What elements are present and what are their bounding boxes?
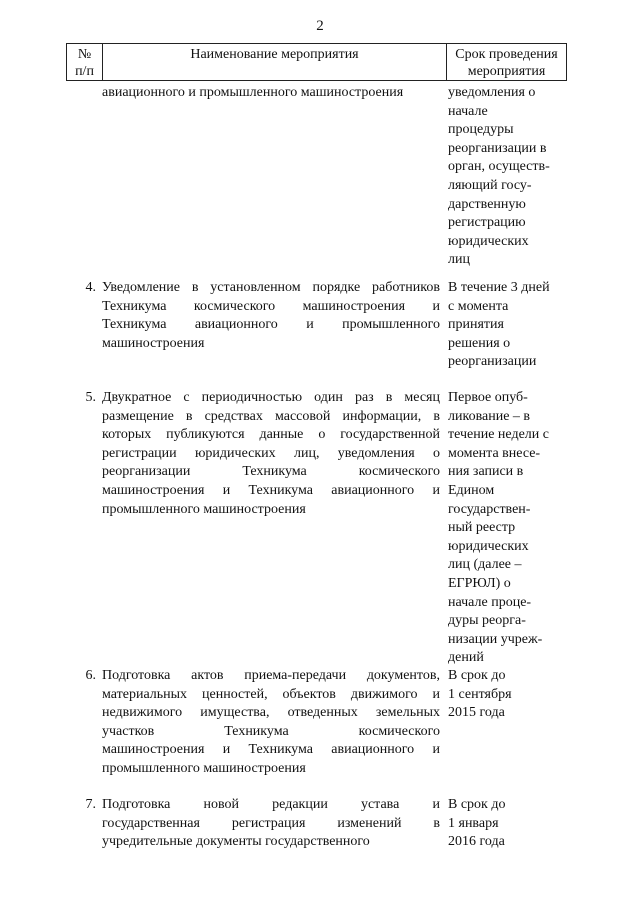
- row-term-line: решения о: [448, 335, 511, 351]
- row-number: 7.: [85, 797, 96, 812]
- row-term-line: Едином: [448, 482, 495, 498]
- row-activity-line: материальных ценностей, объектов движимого и: [102, 686, 440, 702]
- header-term-line1: Срок проведения: [455, 47, 558, 62]
- row-term-line: ликование – в: [448, 408, 531, 424]
- row-activity-line: государственная регистрация изменений в: [102, 815, 440, 831]
- row-term-line: лиц: [448, 252, 470, 268]
- row-term: [448, 389, 566, 668]
- row-term-line: дуры реорга-: [448, 613, 526, 629]
- row-term-line: 2015 года: [448, 705, 505, 721]
- row-term-line: В срок до: [448, 797, 506, 812]
- row-activity-line: Подготовка новой редакции устава и: [102, 797, 440, 812]
- row-activity-line: машиностроения и Техникума авиационного и: [102, 482, 440, 498]
- row-term: [448, 667, 566, 723]
- row-activity-line: промышленного машиностроения: [102, 760, 306, 776]
- row-term-line: 2016 года: [448, 834, 505, 850]
- row-term-line: юридических: [448, 538, 529, 554]
- row-term-line: низации учреж-: [448, 631, 543, 647]
- table-header-row: [67, 44, 567, 81]
- row-activity-line: размещение в средствах массовой информации, в: [102, 408, 440, 424]
- page-number: 2: [316, 18, 324, 34]
- header-name: Наименование мероприятия: [190, 47, 359, 62]
- row-term-line: регистрацию: [448, 215, 526, 231]
- row-activity-line: реорганизации Техникума космического: [102, 464, 440, 480]
- row-term-line: момента внесе-: [448, 445, 541, 461]
- row-term: [448, 84, 566, 270]
- row-term-line: 1 сентября: [448, 686, 512, 702]
- row-term-line: дарственную: [448, 196, 526, 212]
- row-term-line: с момента: [448, 298, 509, 314]
- row-term-line: ляющий госу-: [448, 177, 532, 193]
- row-number: 6.: [85, 668, 96, 683]
- row-term-line: лиц (далее –: [448, 557, 522, 573]
- row-activity-line: машиностроения и Техникума авиационного и: [102, 742, 440, 758]
- row-activity-line: Уведомление в установленном порядке работников: [102, 280, 440, 295]
- header-num-cell: [67, 44, 103, 81]
- row-term-line: принятия: [448, 317, 504, 333]
- row-term-line: процедуры: [448, 122, 514, 138]
- row-activity-line: которых публикуются данные о государственной: [102, 427, 440, 443]
- row-term-line: В срок до: [448, 668, 506, 683]
- row-activity: [102, 389, 440, 519]
- row-activity: [102, 796, 440, 852]
- row-term-line: уведомления о: [448, 85, 536, 100]
- header-term-line2: мероприятия: [467, 64, 546, 79]
- row-term-line: дений: [448, 650, 484, 666]
- row-term-line: В течение 3 дней: [448, 280, 550, 295]
- row-term-line: Первое опуб-: [448, 390, 528, 405]
- row-term-line: 1 января: [448, 815, 499, 831]
- row-activity: [102, 667, 440, 779]
- row-term: [448, 796, 566, 852]
- header-num-line2: п/п: [75, 64, 94, 79]
- row-term-line: юридических: [448, 233, 529, 249]
- row-term-line: ный реестр: [448, 520, 516, 536]
- row-activity-line: Двукратное с периодичностью один раз в месяц: [102, 390, 440, 405]
- row-term-line: государствен-: [448, 501, 531, 517]
- table-header: [66, 43, 567, 81]
- row-number: 4.: [85, 280, 96, 295]
- header-name-cell: [103, 44, 447, 81]
- row-activity-line: промышленного машиностроения: [102, 501, 306, 517]
- row-term-line: начале: [448, 103, 488, 119]
- row-activity-line: Подготовка актов приема-передачи документов,: [102, 668, 440, 683]
- row-activity: [102, 84, 440, 103]
- row-activity: [102, 279, 440, 353]
- row-activity-line: регистрации юридических лиц, уведомления о: [102, 445, 440, 461]
- row-term-line: начале проце-: [448, 594, 532, 610]
- row-activity-line: Техникума космического машиностроения и: [102, 298, 440, 314]
- row-term-line: ния записи в: [448, 464, 524, 480]
- header-num-line1: №: [77, 47, 92, 62]
- row-activity-line: недвижимого имущества, отведенных земельных: [102, 705, 440, 721]
- row-activity-line: авиационного и промышленного машиностроения: [102, 85, 404, 100]
- row-term-line: орган, осуществ-: [448, 159, 550, 175]
- row-term-line: реорганизации в: [448, 140, 547, 156]
- row-activity-line: машиностроения: [102, 335, 205, 351]
- header-term-cell: [447, 44, 567, 81]
- row-activity-line: Техникума авиационного и промышленного: [102, 317, 440, 333]
- row-number: 5.: [85, 390, 96, 405]
- row-term-line: ЕГРЮЛ) о: [448, 575, 511, 591]
- row-term-line: реорганизации: [448, 354, 537, 370]
- row-term: [448, 279, 566, 372]
- row-term-line: течение недели с: [448, 427, 549, 443]
- row-activity-line: учредительные документы государственного: [102, 834, 370, 850]
- row-activity-line: участков Техникума космического: [102, 723, 440, 739]
